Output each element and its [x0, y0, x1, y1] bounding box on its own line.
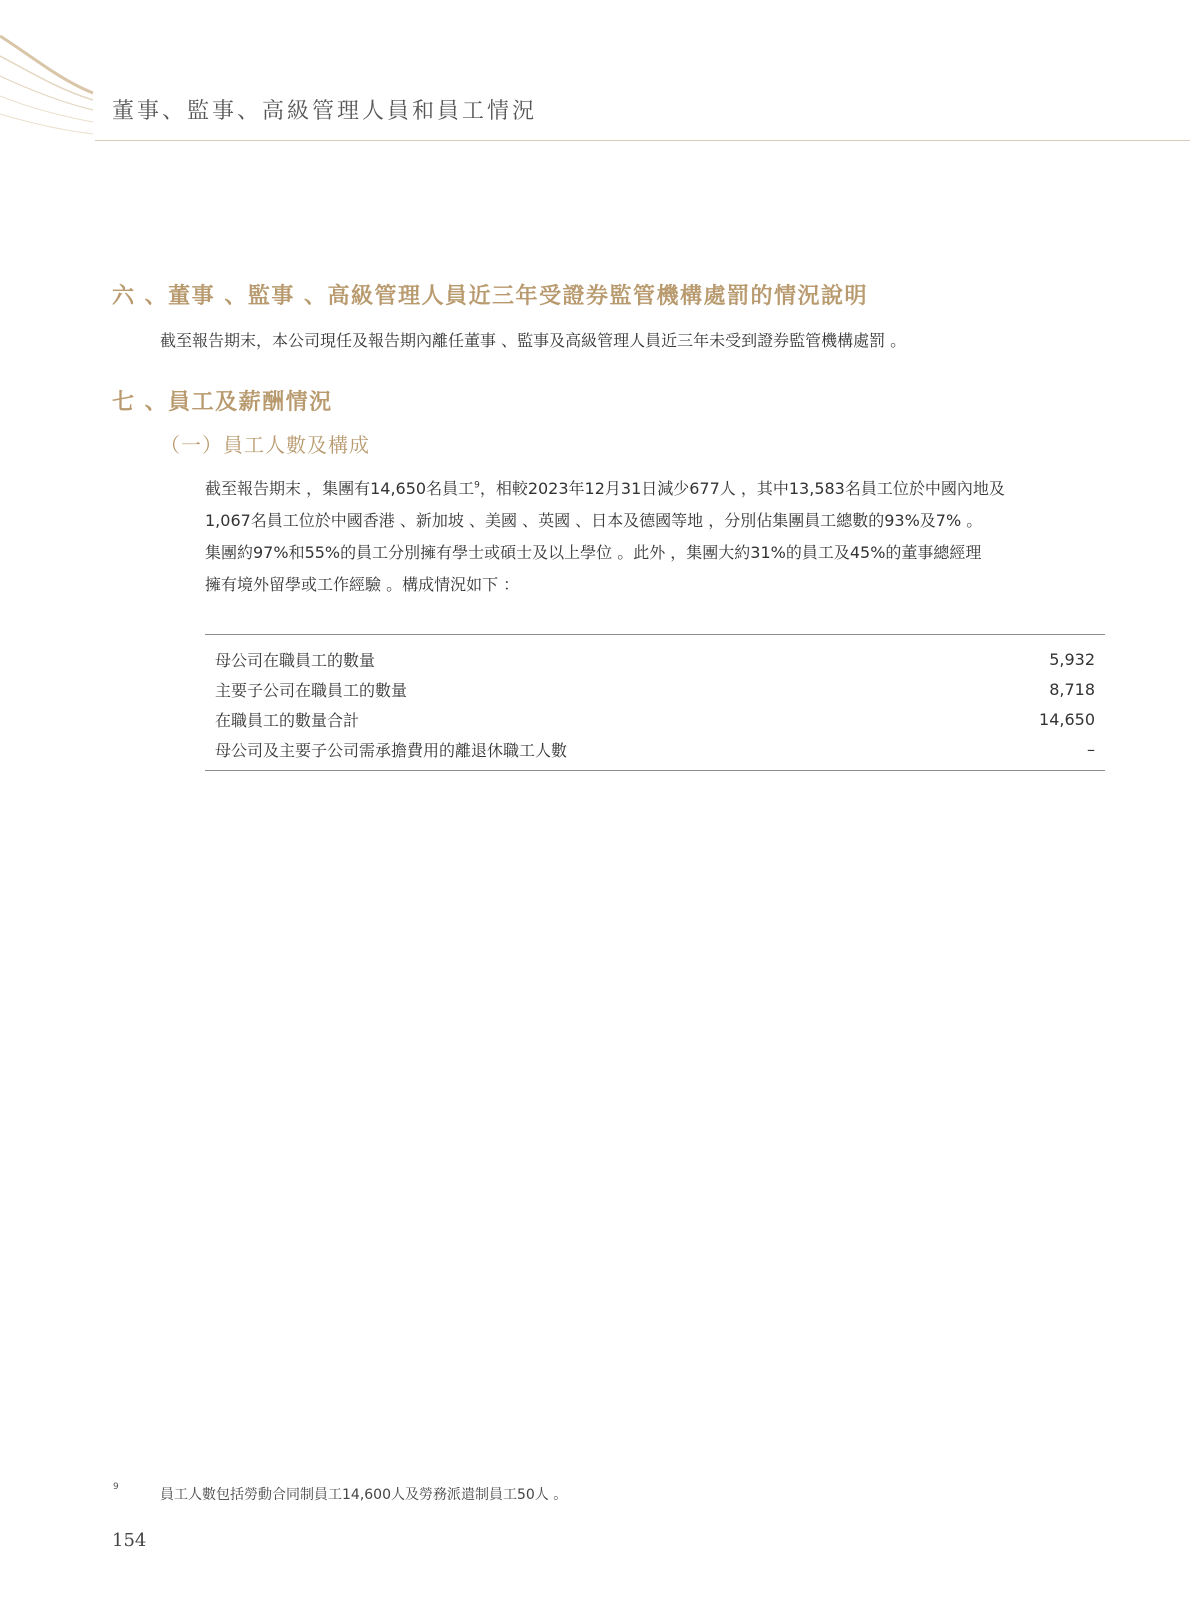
- header-divider: [95, 140, 1190, 141]
- section-6-body: 截至報告期末，本公司現任及報告期內離任董事 、監事及高級管理人員近三年未受到證券監管機構處罰 。: [160, 331, 907, 350]
- footnote-text: 員工人數包括勞動合同制員工14,600人及勞務派遣制員工50人 。: [160, 1487, 568, 1503]
- row-label: 在職員工的數量合計: [215, 710, 360, 730]
- section-7-heading: 七 、員工及薪酬情況: [112, 390, 333, 415]
- section-6-heading: 六 、董事 、監事 、高級管理人員近三年受證券監管機構處罰的情況說明: [112, 284, 868, 309]
- footnote-reference: 9: [474, 480, 480, 491]
- row-label: 母公司及主要子公司需承擔費用的離退休職工人數: [215, 740, 568, 760]
- table-row: [205, 734, 1105, 764]
- row-value: 5,932: [1049, 649, 1095, 669]
- footnote-marker: 9: [113, 1482, 119, 1492]
- table-row: [205, 644, 1105, 674]
- row-value: –: [1087, 739, 1095, 759]
- page-number: 154: [112, 1530, 147, 1551]
- paragraph-line-3: 集團約97%和55%的員工分別擁有學士或碩士及以上學位 。此外 ，集團大約31%的員工及45%的董事總經理: [205, 543, 982, 562]
- employee-composition-table: [205, 634, 1105, 771]
- paragraph-line-4: 擁有境外留學或工作經驗 。構成情況如下 ：: [205, 575, 520, 594]
- paragraph-line-1-end: ，相較2023年12月31日減少677人 ，其中13,583名員工位於中國內地及: [479, 479, 1005, 498]
- paragraph-line-1-start: 截至報告期末 ，集團有14,650名員工: [205, 479, 475, 498]
- table-row: [205, 704, 1105, 734]
- table-row: [205, 674, 1105, 704]
- row-value: 14,650: [1039, 709, 1095, 729]
- row-label: 主要子公司在職員工的數量: [215, 680, 408, 700]
- row-label: 母公司在職員工的數量: [215, 650, 376, 670]
- page-header-title: 董事、監事、高級管理人員和員工情況: [112, 99, 538, 124]
- paragraph-line-2: 1,067名員工位於中國香港 、新加坡 、美國 、英國 、日本及德國等地 ，分別佔集團員工總數的93%及7% 。: [205, 511, 983, 530]
- decorative-corner-arcs: [0, 0, 100, 150]
- row-value: 8,718: [1049, 679, 1095, 699]
- paragraph-line-1: [205, 476, 1005, 499]
- section-7-sub-heading: （一）員工人數及構成: [160, 433, 370, 457]
